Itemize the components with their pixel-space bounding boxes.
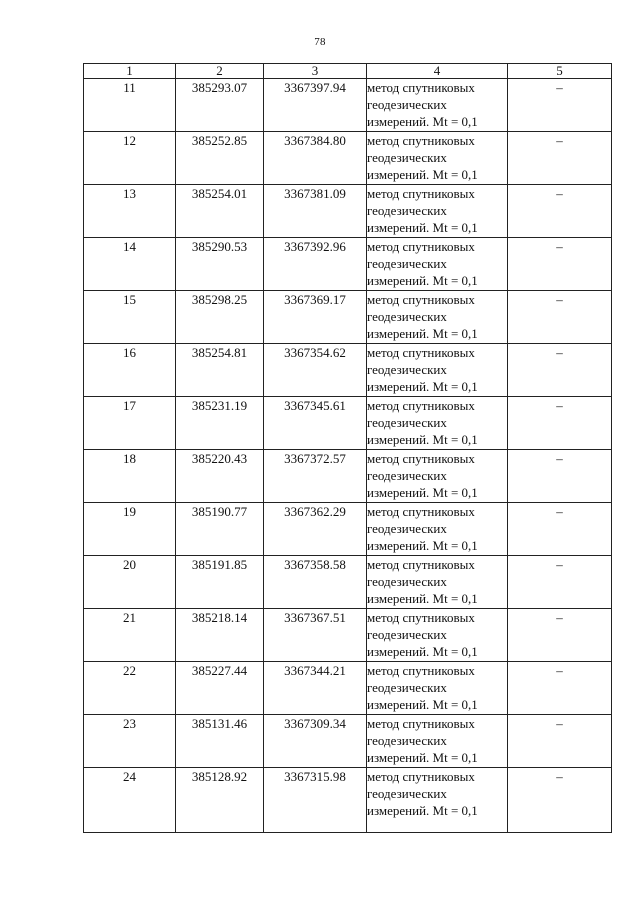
method-line: метод спутниковых: [367, 504, 475, 519]
method-line: измерений. Mt = 0,1: [367, 326, 478, 341]
point-number-cell: 17: [84, 397, 176, 450]
point-number-cell: 19: [84, 503, 176, 556]
table-header-row: [84, 64, 612, 79]
column-header-4: 4: [367, 64, 508, 79]
note-cell: –: [508, 132, 612, 185]
method-line: метод спутниковых: [367, 663, 475, 678]
y-coordinate-cell: 3367358.58: [264, 556, 367, 609]
note-cell: –: [508, 238, 612, 291]
method-cell: [367, 503, 508, 556]
method-line: геодезических: [367, 627, 447, 642]
note-cell: –: [508, 397, 612, 450]
method-line: метод спутниковых: [367, 557, 475, 572]
table-row: [84, 79, 612, 132]
point-number-cell: 24: [84, 768, 176, 833]
method-line: измерений. Mt = 0,1: [367, 379, 478, 394]
method-line: геодезических: [367, 468, 447, 483]
method-line: измерений. Mt = 0,1: [367, 273, 478, 288]
method-cell: [367, 450, 508, 503]
method-line: метод спутниковых: [367, 451, 475, 466]
note-cell: –: [508, 503, 612, 556]
point-number-cell: 22: [84, 662, 176, 715]
method-line: геодезических: [367, 256, 447, 271]
method-cell: [367, 344, 508, 397]
table-row: [84, 503, 612, 556]
point-number-cell: 18: [84, 450, 176, 503]
column-header-1: 1: [84, 64, 176, 79]
y-coordinate-cell: 3367384.80: [264, 132, 367, 185]
method-line: измерений. Mt = 0,1: [367, 432, 478, 447]
method-line: измерений. Mt = 0,1: [367, 697, 478, 712]
point-number-cell: 11: [84, 79, 176, 132]
method-line: измерений. Mt = 0,1: [367, 538, 478, 553]
y-coordinate-cell: 3367369.17: [264, 291, 367, 344]
x-coordinate-cell: 385218.14: [176, 609, 264, 662]
y-coordinate-cell: 3367367.51: [264, 609, 367, 662]
method-line: измерений. Mt = 0,1: [367, 803, 478, 818]
method-cell: [367, 79, 508, 132]
column-header-5: 5: [508, 64, 612, 79]
method-line: измерений. Mt = 0,1: [367, 644, 478, 659]
y-coordinate-cell: 3367309.34: [264, 715, 367, 768]
y-coordinate-cell: 3367362.29: [264, 503, 367, 556]
method-line: геодезических: [367, 574, 447, 589]
method-line: метод спутниковых: [367, 398, 475, 413]
x-coordinate-cell: 385254.81: [176, 344, 264, 397]
method-cell: [367, 609, 508, 662]
table-row: [84, 132, 612, 185]
table-row: [84, 556, 612, 609]
method-line: геодезических: [367, 97, 447, 112]
note-cell: –: [508, 344, 612, 397]
method-line: метод спутниковых: [367, 716, 475, 731]
x-coordinate-cell: 385128.92: [176, 768, 264, 833]
method-cell: [367, 238, 508, 291]
method-line: измерений. Mt = 0,1: [367, 750, 478, 765]
method-cell: [367, 397, 508, 450]
method-line: геодезических: [367, 680, 447, 695]
y-coordinate-cell: 3367354.62: [264, 344, 367, 397]
table-row: [84, 238, 612, 291]
column-header-3: 3: [264, 64, 367, 79]
point-number-cell: 14: [84, 238, 176, 291]
table-body: [84, 79, 612, 833]
method-cell: [367, 556, 508, 609]
point-number-cell: 15: [84, 291, 176, 344]
method-line: измерений. Mt = 0,1: [367, 114, 478, 129]
method-cell: [367, 185, 508, 238]
note-cell: –: [508, 185, 612, 238]
table-row: [84, 397, 612, 450]
method-cell: [367, 662, 508, 715]
note-cell: –: [508, 715, 612, 768]
point-number-cell: 20: [84, 556, 176, 609]
y-coordinate-cell: 3367392.96: [264, 238, 367, 291]
method-line: метод спутниковых: [367, 133, 475, 148]
note-cell: –: [508, 79, 612, 132]
method-line: метод спутниковых: [367, 239, 475, 254]
point-number-cell: 12: [84, 132, 176, 185]
table-row: [84, 450, 612, 503]
y-coordinate-cell: 3367372.57: [264, 450, 367, 503]
method-line: метод спутниковых: [367, 292, 475, 307]
x-coordinate-cell: 385220.43: [176, 450, 264, 503]
x-coordinate-cell: 385298.25: [176, 291, 264, 344]
method-line: метод спутниковых: [367, 769, 475, 784]
x-coordinate-cell: 385227.44: [176, 662, 264, 715]
table-row: [84, 662, 612, 715]
method-line: геодезических: [367, 521, 447, 536]
y-coordinate-cell: 3367397.94: [264, 79, 367, 132]
table-row: [84, 768, 612, 833]
note-cell: –: [508, 291, 612, 344]
table-row: [84, 609, 612, 662]
method-line: измерений. Mt = 0,1: [367, 220, 478, 235]
x-coordinate-cell: 385231.19: [176, 397, 264, 450]
note-cell: –: [508, 609, 612, 662]
method-line: геодезических: [367, 203, 447, 218]
y-coordinate-cell: 3367381.09: [264, 185, 367, 238]
method-line: метод спутниковых: [367, 610, 475, 625]
method-line: измерений. Mt = 0,1: [367, 485, 478, 500]
method-cell: [367, 132, 508, 185]
method-line: метод спутниковых: [367, 80, 475, 95]
column-header-2: 2: [176, 64, 264, 79]
table-row: [84, 715, 612, 768]
y-coordinate-cell: 3367344.21: [264, 662, 367, 715]
page-number: 78: [314, 36, 326, 48]
method-line: геодезических: [367, 733, 447, 748]
method-line: измерений. Mt = 0,1: [367, 167, 478, 182]
point-number-cell: 23: [84, 715, 176, 768]
method-cell: [367, 715, 508, 768]
note-cell: –: [508, 662, 612, 715]
method-line: геодезических: [367, 150, 447, 165]
note-cell: –: [508, 768, 612, 833]
x-coordinate-cell: 385293.07: [176, 79, 264, 132]
method-line: метод спутниковых: [367, 186, 475, 201]
point-number-cell: 16: [84, 344, 176, 397]
note-cell: –: [508, 556, 612, 609]
x-coordinate-cell: 385254.01: [176, 185, 264, 238]
table-row: [84, 344, 612, 397]
method-line: измерений. Mt = 0,1: [367, 591, 478, 606]
point-number-cell: 13: [84, 185, 176, 238]
x-coordinate-cell: 385290.53: [176, 238, 264, 291]
coordinates-table: [83, 63, 612, 833]
method-cell: [367, 768, 508, 833]
table-row: [84, 185, 612, 238]
x-coordinate-cell: 385191.85: [176, 556, 264, 609]
method-line: геодезических: [367, 309, 447, 324]
method-cell: [367, 291, 508, 344]
point-number-cell: 21: [84, 609, 176, 662]
y-coordinate-cell: 3367315.98: [264, 768, 367, 833]
x-coordinate-cell: 385131.46: [176, 715, 264, 768]
method-line: геодезических: [367, 786, 447, 801]
x-coordinate-cell: 385252.85: [176, 132, 264, 185]
note-cell: –: [508, 450, 612, 503]
x-coordinate-cell: 385190.77: [176, 503, 264, 556]
method-line: метод спутниковых: [367, 345, 475, 360]
table-row: [84, 291, 612, 344]
method-line: геодезических: [367, 415, 447, 430]
method-line: геодезических: [367, 362, 447, 377]
y-coordinate-cell: 3367345.61: [264, 397, 367, 450]
